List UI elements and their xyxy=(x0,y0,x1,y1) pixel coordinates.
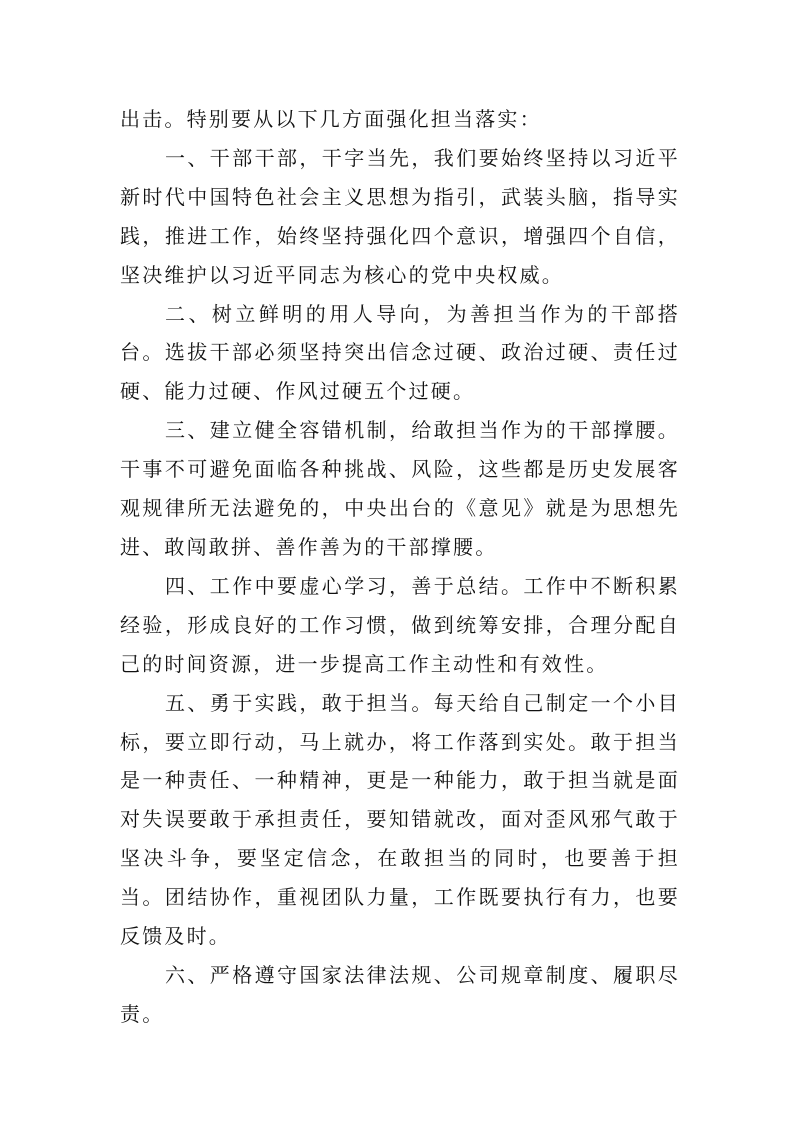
document-body xyxy=(120,100,680,1034)
paragraph-item-1: 一、干部干部，干字当先，我们要始终坚持以习近平新时代中国特色社会主义思想为指引，武装头脑，指导实践，推进工作，始终坚持强化四个意识，增强四个自信，坚决维护以习近平同志为核心的党中央权威。 xyxy=(120,145,680,287)
paragraph-item-3: 三、建立健全容错机制，给敢担当作为的干部撑腰。干事不可避免面临各种挑战、风险，这些都是历史发展客观规律所无法避免的，中央出台的《意见》就是为思想先进、敢闯敢拼、善作善为的干部撑腰。 xyxy=(120,418,680,559)
paragraph-item-4: 四、工作中要虚心学习，善于总结。工作中不断积累经验，形成良好的工作习惯，做到统筹安排，合理分配自己的时间资源，进一步提高工作主动性和有效性。 xyxy=(120,573,680,676)
paragraph-item-6: 六、严格遵守国家法律法规、公司规章制度、履职尽责。 xyxy=(120,962,680,1026)
paragraph-intro: 出击。特别要从以下几方面强化担当落实： xyxy=(120,107,542,131)
paragraph-item-5: 五、勇于实践，敢于担当。每天给自己制定一个小目标，要立即行动，马上就办，将工作落到实处。敢于担当是一种责任、一种精神，更是一种能力，敢于担当就是面对失误要敢于承担责任，要知错就改，面对歪风邪气敢于坚决斗争，要坚定信念，在敢担当的同时，也要善于担当。团结协作，重视团队力量，工作既要执行有力，也要反馈及时。 xyxy=(120,690,680,949)
paragraph-item-2: 二、树立鲜明的用人导向，为善担当作为的干部搭台。选拔干部必须坚持突出信念过硬、政治过硬、责任过硬、能力过硬、作风过硬五个过硬。 xyxy=(120,301,680,404)
